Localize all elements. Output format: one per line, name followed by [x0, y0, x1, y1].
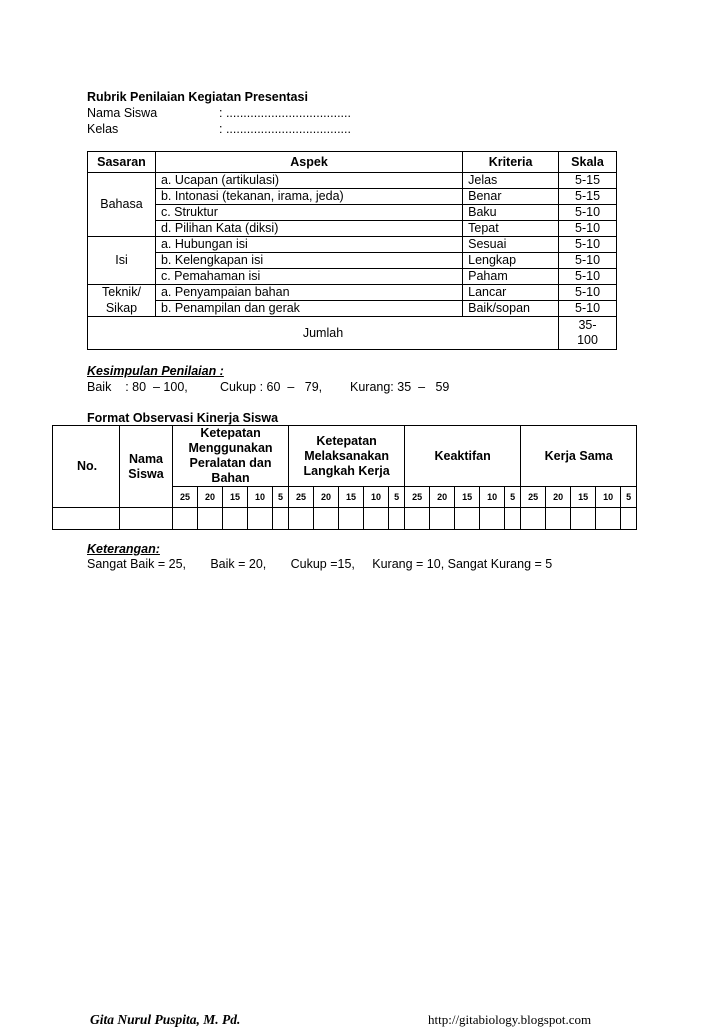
- skala-cell: 5-10: [559, 301, 617, 317]
- empty-cell: [621, 508, 637, 530]
- aspek-cell: a. Ucapan (artikulasi): [155, 173, 462, 189]
- col-ketepatan-langkah: [289, 426, 405, 487]
- skala-cell: 5-10: [559, 221, 617, 237]
- rubric-header-row: [88, 152, 617, 173]
- score-cell: 5: [389, 487, 405, 508]
- col-skala: Skala: [559, 152, 617, 173]
- empty-cell: [389, 508, 405, 530]
- empty-cell: [289, 508, 314, 530]
- skala-cell: 5-15: [559, 189, 617, 205]
- aspek-cell: b. Penampilan dan gerak: [155, 301, 462, 317]
- table-row: [88, 301, 617, 317]
- score-cell: 15: [455, 487, 480, 508]
- score-cell: 25: [173, 487, 198, 508]
- score-cell: 5: [621, 487, 637, 508]
- empty-cell: [223, 508, 248, 530]
- score-cell: 10: [248, 487, 273, 508]
- jumlah-label: Jumlah: [88, 317, 559, 350]
- aspek-cell: c. Pemahaman isi: [155, 269, 462, 285]
- header-line: Peralatan dan: [189, 456, 272, 470]
- jumlah-value-line2: 100: [577, 333, 598, 347]
- empty-cell: [455, 508, 480, 530]
- header-line: Bahan: [211, 471, 250, 485]
- kriteria-cell: Lancar: [463, 285, 559, 301]
- col-no: No.: [53, 426, 120, 508]
- empty-cell: [173, 508, 198, 530]
- empty-cell: [505, 508, 521, 530]
- col-keaktifan: Keaktifan: [405, 426, 521, 487]
- skala-cell: 5-10: [559, 253, 617, 269]
- kriteria-cell: Lengkap: [463, 253, 559, 269]
- kesimpulan-title: Kesimpulan Penilaian :: [87, 364, 224, 378]
- kesimpulan-baik: Baik : 80 – 100,: [87, 380, 188, 394]
- table-row: [88, 253, 617, 269]
- field-nama-label: Nama Siswa: [87, 106, 158, 120]
- aspek-cell: b. Intonasi (tekanan, irama, jeda): [155, 189, 462, 205]
- header-line: Ketepatan: [316, 433, 377, 448]
- score-cell: 20: [198, 487, 223, 508]
- field-nama-value: : ....................................: [219, 106, 351, 120]
- jumlah-value: [559, 317, 617, 350]
- empty-cell: [571, 508, 596, 530]
- footer-author: Gita Nurul Puspita, M. Pd.: [90, 1012, 241, 1027]
- aspek-cell: c. Struktur: [155, 205, 462, 221]
- observasi-table: [52, 425, 637, 530]
- rubric-table: [87, 151, 617, 350]
- table-row: [88, 269, 617, 285]
- sasaran-isi: Isi: [88, 237, 156, 285]
- skala-cell: 5-10: [559, 237, 617, 253]
- score-cell: 20: [430, 487, 455, 508]
- empty-cell: [364, 508, 389, 530]
- footer-url: http://gitabiology.blogspot.com: [428, 1012, 592, 1027]
- header-line: Langkah Kerja: [303, 463, 390, 478]
- table-row: [88, 237, 617, 253]
- empty-cell: [53, 508, 120, 530]
- score-cell: 10: [596, 487, 621, 508]
- score-cell: 10: [480, 487, 505, 508]
- kriteria-cell: Paham: [463, 269, 559, 285]
- rubric-title: Rubrik Penilaian Kegiatan Presentasi: [87, 90, 308, 104]
- kesimpulan-cukup: Cukup : 60 – 79,: [220, 380, 323, 394]
- table-row: [88, 285, 617, 301]
- skala-cell: 5-15: [559, 173, 617, 189]
- kriteria-cell: Baku: [463, 205, 559, 221]
- aspek-cell: b. Kelengkapan isi: [155, 253, 462, 269]
- field-kelas-value: : ....................................: [219, 122, 351, 136]
- aspek-cell: a. Penyampaian bahan: [155, 285, 462, 301]
- kesimpulan-kurang: Kurang: 35 – 59: [350, 380, 450, 394]
- col-aspek: Aspek: [155, 152, 462, 173]
- header-line: Ketepatan: [200, 426, 261, 440]
- empty-cell: [521, 508, 546, 530]
- aspek-cell: d. Pilihan Kata (diksi): [155, 221, 462, 237]
- score-cell: 20: [546, 487, 571, 508]
- empty-cell: [546, 508, 571, 530]
- score-cell: 20: [314, 487, 339, 508]
- empty-cell: [430, 508, 455, 530]
- col-nama-line2: Siswa: [128, 466, 164, 481]
- col-kerja-sama: Kerja Sama: [521, 426, 637, 487]
- observasi-header-row: [53, 426, 637, 487]
- score-cell: 15: [223, 487, 248, 508]
- kriteria-cell: Sesuai: [463, 237, 559, 253]
- empty-cell: [596, 508, 621, 530]
- score-cell: 5: [505, 487, 521, 508]
- table-row: [88, 205, 617, 221]
- total-row: [88, 317, 617, 350]
- score-cell: 25: [405, 487, 430, 508]
- table-row: [88, 173, 617, 189]
- empty-row: [53, 508, 637, 530]
- score-cell: 15: [339, 487, 364, 508]
- empty-cell: [314, 508, 339, 530]
- header-line: Menggunakan: [188, 441, 273, 455]
- sasaran-bahasa: Bahasa: [88, 173, 156, 237]
- keterangan-text: Sangat Baik = 25, Baik = 20, Cukup =15, Kurang = 10, Sangat Kurang = 5: [87, 557, 553, 571]
- kriteria-cell: Tepat: [463, 221, 559, 237]
- col-nama-line1: Nama: [128, 451, 164, 466]
- col-sasaran: Sasaran: [88, 152, 156, 173]
- kriteria-cell: Jelas: [463, 173, 559, 189]
- col-nama-siswa: [120, 426, 173, 508]
- empty-cell: [120, 508, 173, 530]
- score-cell: 10: [364, 487, 389, 508]
- observasi-title: Format Observasi Kinerja Siswa: [87, 411, 279, 425]
- empty-cell: [248, 508, 273, 530]
- kriteria-cell: Baik/sopan: [463, 301, 559, 317]
- score-cell: 15: [571, 487, 596, 508]
- skala-cell: 5-10: [559, 269, 617, 285]
- col-kriteria: Kriteria: [463, 152, 559, 173]
- field-kelas-label: Kelas: [87, 122, 119, 136]
- score-cell: 5: [273, 487, 289, 508]
- score-cell: 25: [289, 487, 314, 508]
- keterangan-title: Keterangan:: [87, 542, 160, 556]
- kriteria-cell: Benar: [463, 189, 559, 205]
- empty-cell: [339, 508, 364, 530]
- jumlah-value-line1: 35-: [578, 318, 597, 332]
- empty-cell: [273, 508, 289, 530]
- header-line: Melaksanakan: [304, 448, 389, 463]
- col-ketepatan-peralatan: [173, 426, 289, 487]
- table-row: [88, 189, 617, 205]
- sasaran-teknik: Teknik/: [88, 285, 156, 301]
- table-row: [88, 221, 617, 237]
- skala-cell: 5-10: [559, 285, 617, 301]
- score-cell: 25: [521, 487, 546, 508]
- sasaran-sikap: Sikap: [88, 301, 156, 317]
- empty-cell: [405, 508, 430, 530]
- skala-cell: 5-10: [559, 205, 617, 221]
- empty-cell: [480, 508, 505, 530]
- aspek-cell: a. Hubungan isi: [155, 237, 462, 253]
- empty-cell: [198, 508, 223, 530]
